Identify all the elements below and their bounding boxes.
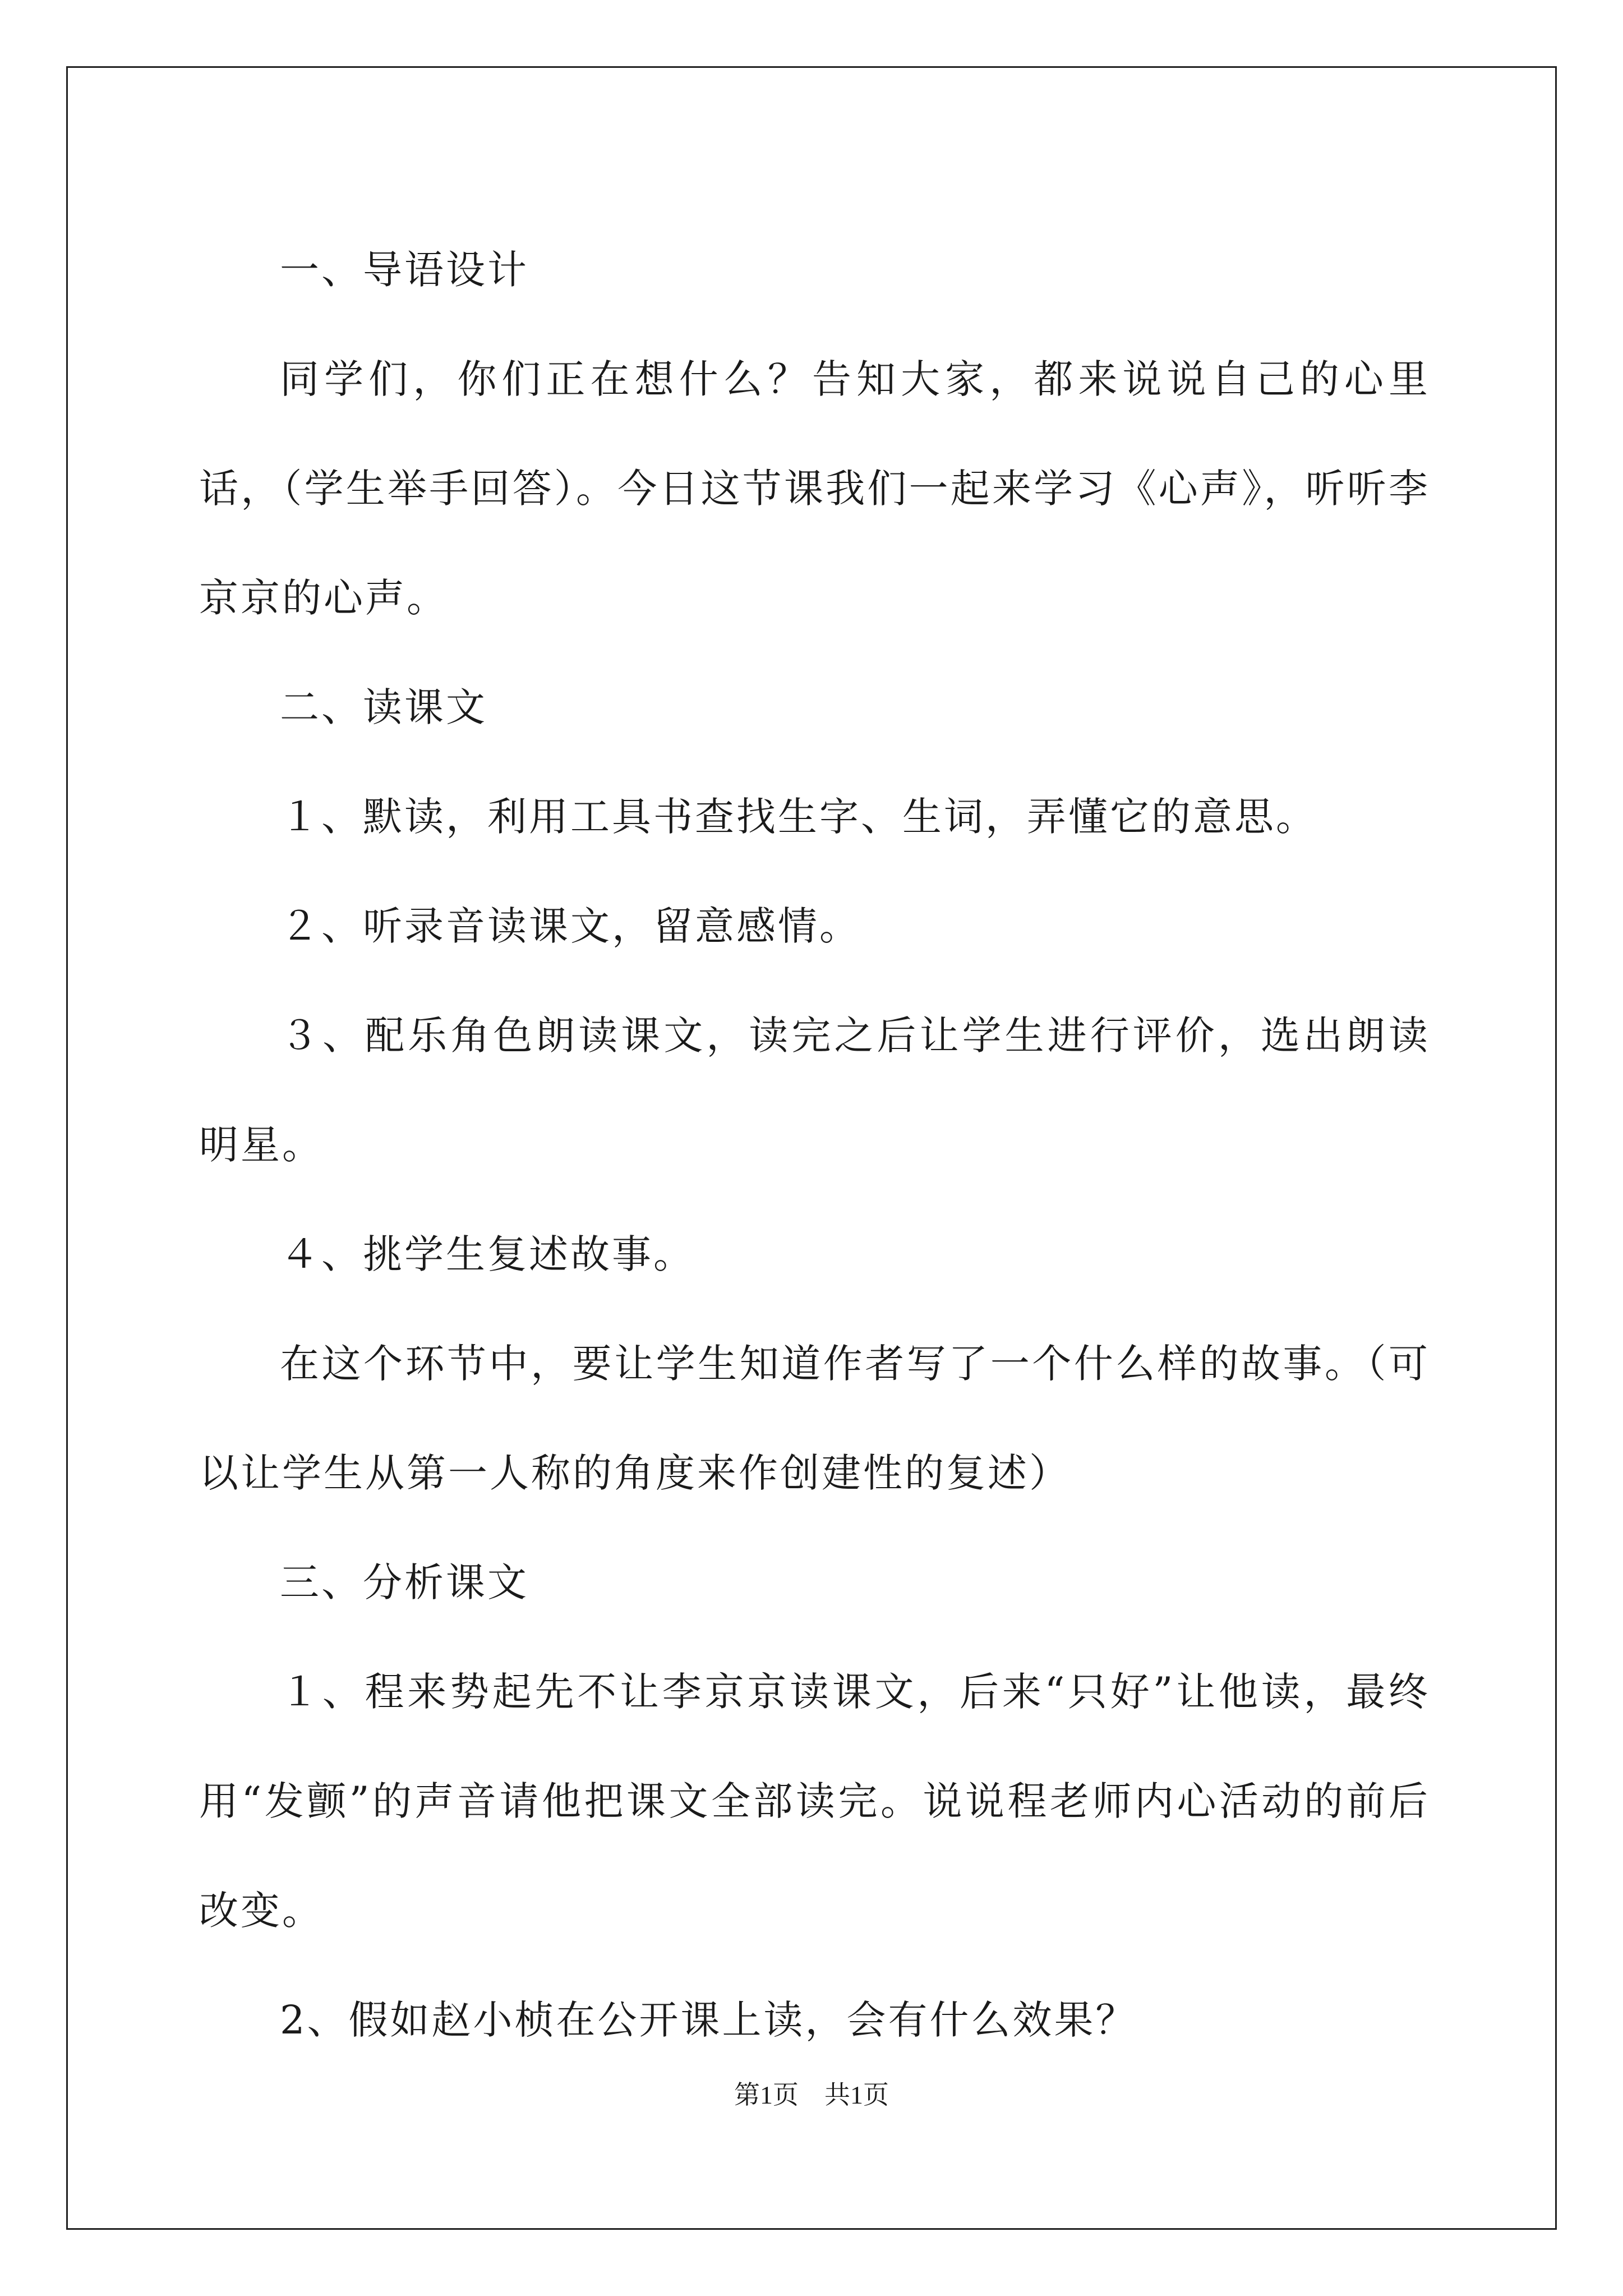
page-number: 第1页 [734, 2081, 799, 2109]
analysis-item-1: １、程来势起先不让李京京读课文，后来“只好”让他读，最终用“发颤”的声音请他把课文全部读完。说说程老师内心活动的前后改变。 [199, 1669, 1430, 1934]
section-heading-2: 二、读课文 [280, 684, 487, 730]
page-total: 共1页 [824, 2081, 889, 2109]
paragraph-note: 在这个环节中，要让学生知道作者写了一个什么样的故事。（可以让学生从第一人称的角度来作创建性的复述） [199, 1341, 1430, 1496]
section-heading-3: 三、分析课文 [280, 1559, 529, 1605]
analysis-item-2: 2、假如赵小桢在公开课上读，会有什么效果？ [280, 1997, 1137, 2043]
list-item-4: ４、挑学生复述故事。 [280, 1231, 695, 1277]
list-item-2: ２、听录音读课文，留意感情。 [280, 903, 861, 949]
list-item-1: １、默读，利用工具书查找生字、生词，弄懂它的意思。 [280, 794, 1317, 840]
list-item-3: ３、配乐角色朗读课文，读完之后让学生进行评价，选出朗读明星。 [199, 1013, 1430, 1168]
paragraph-intro: 同学们，你们正在想什么？告知大家，都来说说自己的心里话，（学生举手回答）。今日这节课我们一起来学习《心声》，听听李京京的心声。 [199, 356, 1430, 621]
page-footer [0, 2078, 1623, 2112]
section-heading-1: 一、导语设计 [280, 247, 529, 293]
document-body [199, 215, 1430, 2075]
